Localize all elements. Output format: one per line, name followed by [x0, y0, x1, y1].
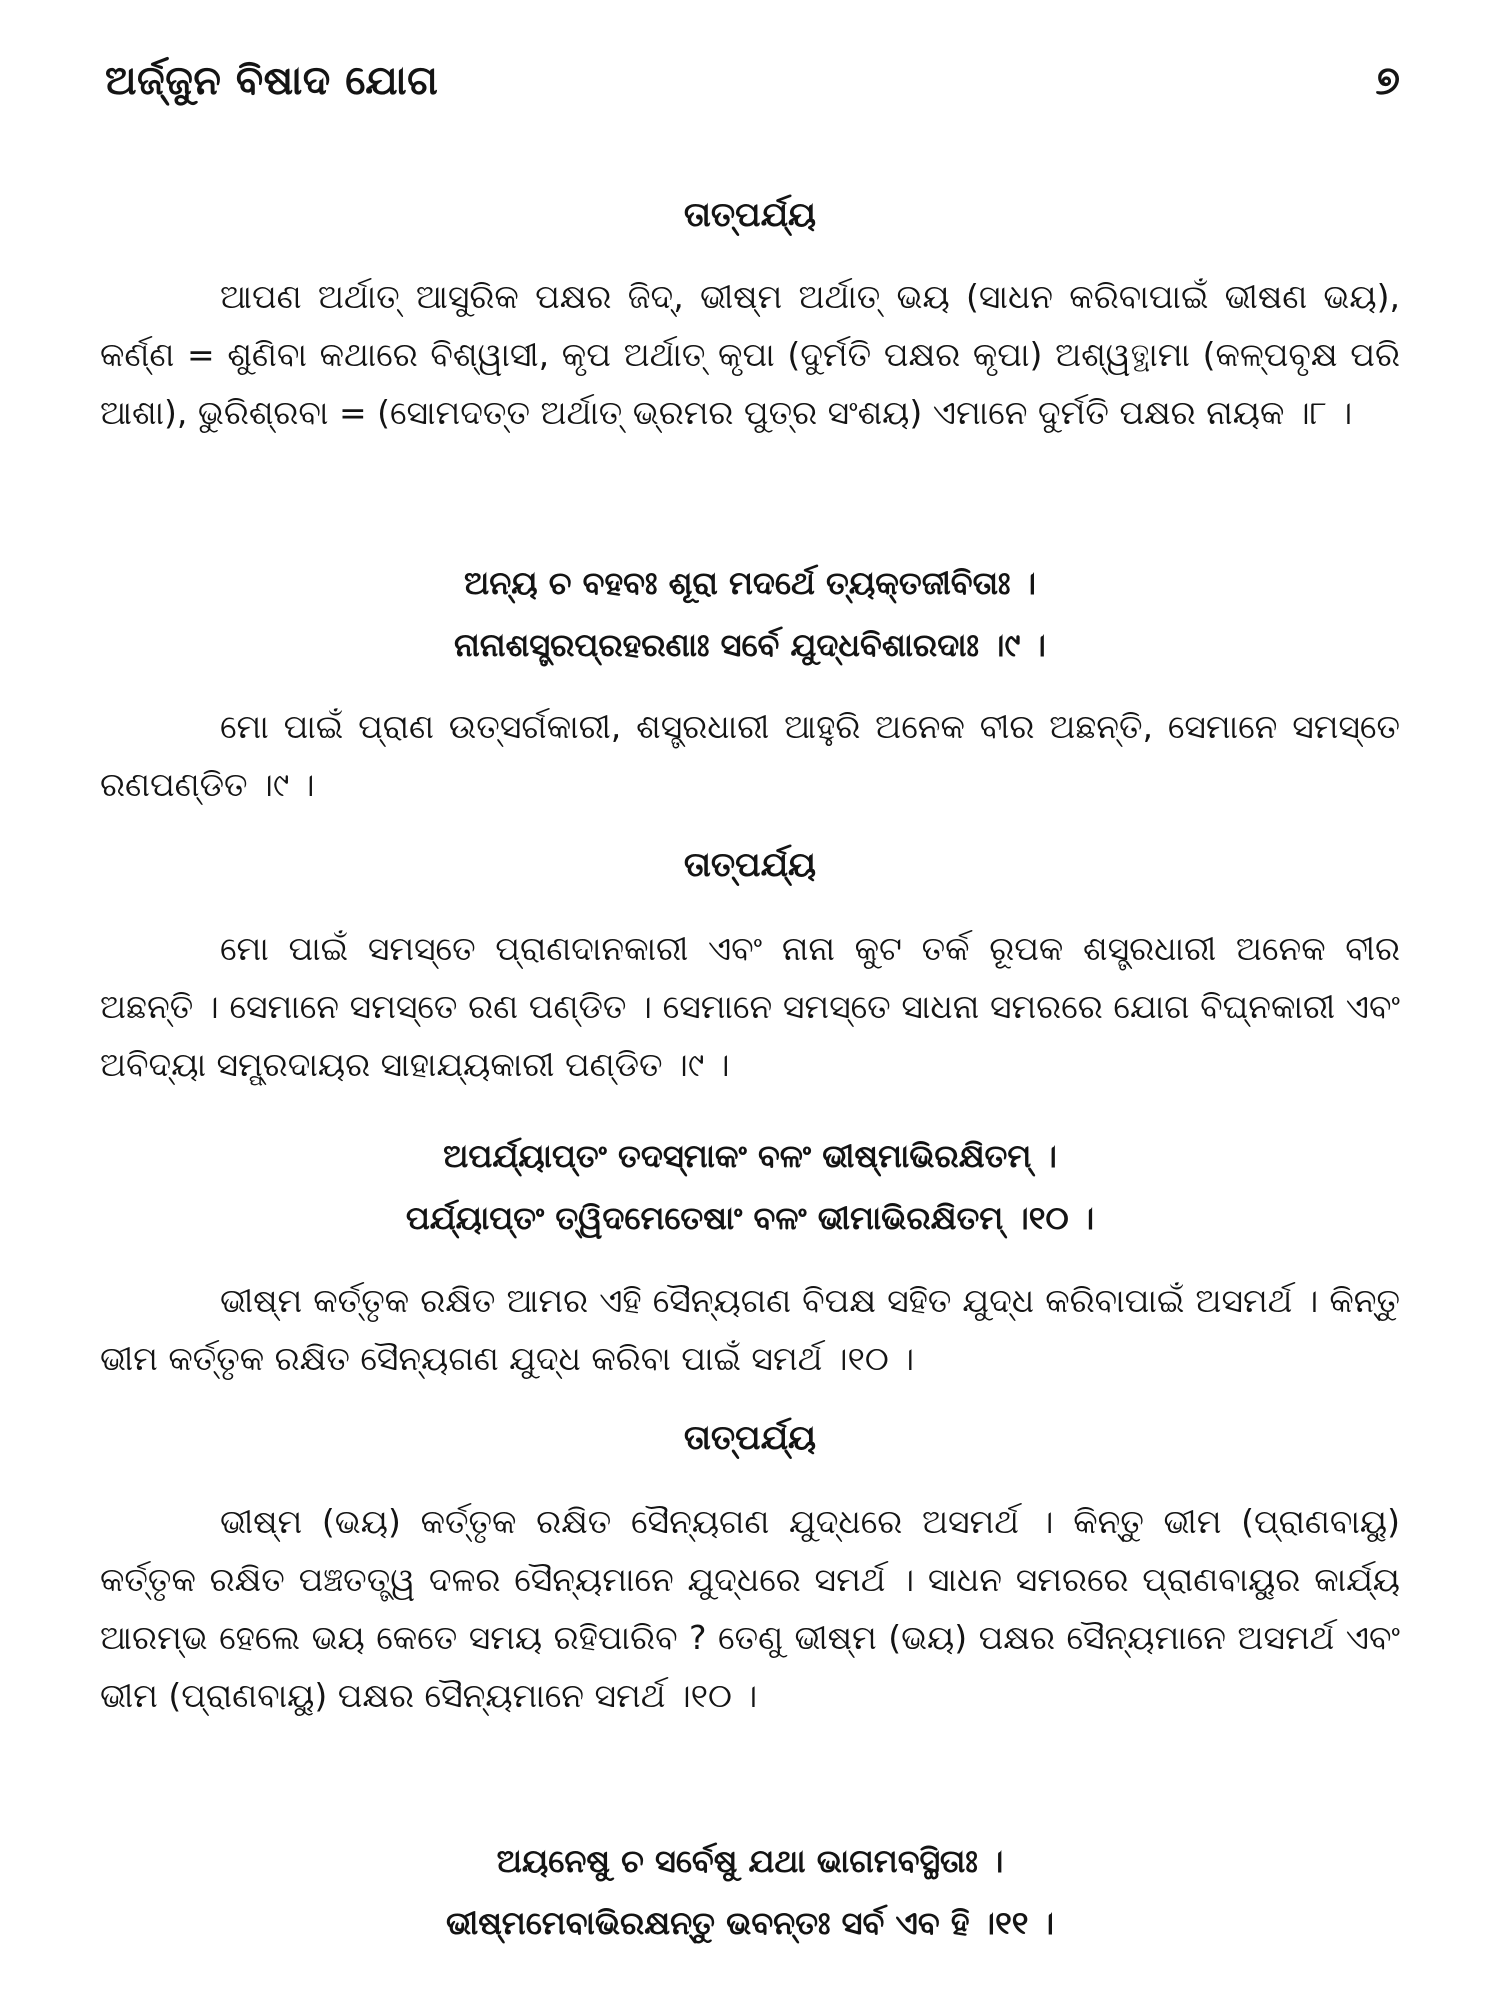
commentary-paragraph: ଭୀଷ୍ମ (ଭୟ) କର୍ତ୍ତୃକ ରକ୍ଷିତ ସୈନ୍ୟଗଣ ଯୁଦ୍ଧରେ ଅସମର୍ଥ । କିନ୍ତୁ ଭୀମ (ପ୍ରାଣବାୟୁ) କର୍ତ୍ତୃକ ରକ୍ଷିତ ପଞ୍ଚତତ୍ତ୍ୱ ଦଳର ସୈନ୍ୟମାନେ ଯୁଦ୍ଧରେ ସମର୍ଥ । ସାଧନ ସମରରେ ପ୍ରାଣବାୟୁର କାର୍ଯ୍ୟ ଆରମ୍ଭ ହେଲେ ଭୟ କେତେ ସମୟ ରହିପାରିବ ? ତେଣୁ ଭୀଷ୍ମ (ଭୟ) ପକ୍ଷର ସୈନ୍ୟମାନେ ଅସମର୍ଥ ଏବଂ ଭୀମ (ପ୍ରାଣବାୟୁ) ପକ୍ଷର ସୈନ୍ୟମାନେ ସମର୍ଥ ।୧୦ ।	[100, 1502, 1400, 1715]
translation-9	[100, 698, 1400, 814]
commentary-8-body	[100, 268, 1400, 442]
commentary-heading: ତାତ୍ପର୍ଯ୍ୟ	[683, 845, 817, 885]
page-number: ୭	[1375, 58, 1400, 104]
commentary-9	[100, 845, 1400, 885]
translation-paragraph: ଭୀଷ୍ମ କର୍ତ୍ତୃକ ରକ୍ଷିତ ଆମର ଏହି ସୈନ୍ୟଗଣ ବିପକ୍ଷ ସହିତ ଯୁଦ୍ଧ କରିବାପାଇଁ ଅସମର୍ଥ । କିନ୍ତୁ ଭୀମ କର୍ତ୍ତୃକ ରକ୍ଷିତ ସୈନ୍ୟଗଣ ଯୁଦ୍ଧ କରିବା ପାଇଁ ସମର୍ଥ ।୧୦ ।	[100, 1281, 1400, 1378]
commentary-heading: ତାତ୍ପର୍ଯ୍ୟ	[683, 1418, 817, 1458]
commentary-8	[100, 195, 1400, 235]
commentary-10-body	[100, 1493, 1400, 1725]
verse-line: ନାନାଶସ୍ତ୍ରପ୍ରହରଣାଃ ସର୍ବେ ଯୁଦ୍ଧବିଶାରଦାଃ ।୯ ।	[454, 626, 1046, 664]
commentary-paragraph: ମୋ ପାଇଁ ସମସ୍ତେ ପ୍ରାଣଦାନକାରୀ ଏବଂ ନାନା କୁଟ ତର୍କ ରୂପକ ଶସ୍ତ୍ରଧାରୀ ଅନେକ ବୀର ଅଛନ୍ତି । ସେମାନେ ସମସ୍ତେ ରଣ ପଣ୍ଡିତ । ସେମାନେ ସମସ୍ତେ ସାଧନା ସମରରେ ଯୋଗ ବିଘ୍ନକାରୀ ଏବଂ ଅବିଦ୍ୟା ସମ୍ପ୍ରଦାୟର ସାହାଯ୍ୟକାରୀ ପଣ୍ଡିତ ।୯ ।	[100, 929, 1400, 1084]
sanskrit-verse	[100, 1830, 1400, 1954]
sanskrit-verse	[100, 552, 1400, 676]
running-header	[105, 58, 1400, 118]
verse-line: ଅୟନେଷୁ ଚ ସର୍ବେଷୁ ଯଥା ଭାଗମବସ୍ଥିତାଃ ।	[496, 1842, 1004, 1880]
translation-paragraph: ମୋ ପାଇଁ ପ୍ରାଣ ଉତ୍ସର୍ଗକାରୀ, ଶସ୍ତ୍ରଧାରୀ ଆହୁରି ଅନେକ ବୀର ଅଛନ୍ତି, ସେମାନେ ସମସ୍ତେ ରଣପଣ୍ଡିତ ।୯ ।	[100, 707, 1400, 804]
sanskrit-verse	[100, 1125, 1400, 1249]
verse-line: ଭୀଷ୍ମମେବାଭିରକ୍ଷନ୍ତୁ ଭବନ୍ତଃ ସର୍ବ ଏବ ହି ।୧୧ ।	[446, 1904, 1054, 1942]
commentary-9-body	[100, 920, 1400, 1094]
verse-line: ଅପର୍ଯ୍ୟାପ୍ତଂ ତଦସ୍ମାକଂ ବଳଂ ଭୀଷ୍ମାଭିରକ୍ଷିତମ୍ ।	[443, 1137, 1057, 1175]
verse-11	[100, 1830, 1400, 1954]
chapter-title: ଅର୍ଜ୍ଜୁନ ବିଷାଦ ଯୋଗ	[105, 58, 439, 104]
verse-line: ଅନ୍ୟ ଚ ବହବଃ ଶୂରା ମଦର୍ଥେ ତ୍ୟକ୍ତଜୀବିତାଃ ।	[463, 564, 1037, 602]
verse-line: ପର୍ଯ୍ୟାପ୍ତଂ ତ୍ୱିଦମେତେଷାଂ ବଳଂ ଭୀମାଭିରକ୍ଷିତମ୍ ।୧୦ ।	[405, 1199, 1095, 1237]
commentary-10	[100, 1418, 1400, 1458]
translation-10	[100, 1272, 1400, 1388]
verse-9	[100, 552, 1400, 676]
commentary-paragraph: ଆପଣ ଅର୍ଥାତ୍ ଆସୁରିକ ପକ୍ଷର ଜିଦ୍, ଭୀଷ୍ମ ଅର୍ଥାତ୍ ଭୟ (ସାଧନ କରିବାପାଇଁ ଭୀଷଣ ଭୟ), କର୍ଣ୍ଣ = ଶୁଣିବା କଥାରେ ବିଶ୍ୱାସୀ, କୃପ ଅର୍ଥାତ୍ କୃପା (ଦୁର୍ମତି ପକ୍ଷର କୃପା) ଅଶ୍ୱତ୍ଥାମା (କଳ୍ପବୃକ୍ଷ ପରି ଆଶା), ଭୁରିଶ୍ରବା = (ସୋମଦତ୍ତ ଅର୍ଥାତ୍ ଭ୍ରମର ପୁତ୍ର ସଂଶୟ) ଏମାନେ ଦୁର୍ମତି ପକ୍ଷର ନାୟକ ।୮ ।	[100, 277, 1400, 432]
commentary-heading: ତାତ୍ପର୍ଯ୍ୟ	[683, 195, 817, 235]
verse-10	[100, 1125, 1400, 1249]
